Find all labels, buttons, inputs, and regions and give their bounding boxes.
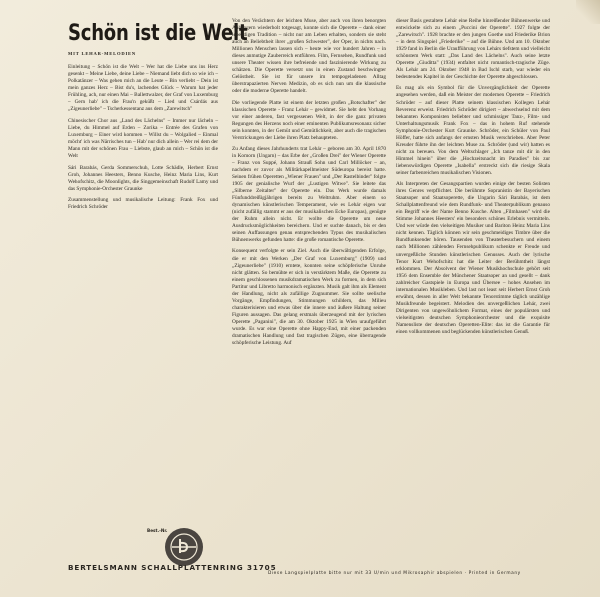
column-tracklist <box>68 21 248 542</box>
record-label-line: BERTELSMANN SCHALLPLATTENRING 31705 <box>68 563 277 572</box>
catalog-number-label: Best.-Nr. <box>147 528 168 533</box>
performers-credit: Sári Barabás, Gerda Sommerschuh, Lotte Schädle, Herbert Ernst Groh, Johannes Heesters, Benno Kusche, Heinz Maria Lins, Kurt Wehofschitz, die Moonlights, die Singgemeinschaft Rudolf Lamy und das Symphonie-Orchester Graunke <box>68 164 218 192</box>
liner-paragraph: Konsequent verfolgte er sein Ziel. Auch die überwältigenden Erfolge, die er mit den Werken „Der Graf von Luxemburg" (1909) und „Zigeunerliebe" (1910) erntete, konnten seine schöpferische Unruhe nicht glätten. So bemühte er sich in verstärktem Maße, die Operette zu einem geschlossenen musikdramatischen Werk zu formen, in dem sich Partitur und Libretto harmonisch ergänzten. Musik galt ihm als Element der Handlung, nicht als zufällige Zugnummer. Sie sollte seelische Vorgänge, Empfindungen, Stimmungen schildern, das Milieu charakterisieren und etwas über die innere und äußere Haltung seiner Figuren aussagen. Das gelang erstmals überzeugend mit der lyrischen Operette „Paganini", die am 30. Oktober 1925 in Wien uraufgeführt wurde. Es war eine Operette ohne Happy-End, mit einer packenden dramatischen Handlung und fast tragischen Zügen, eine überragende schöpferische Leistung. Auf <box>232 248 386 347</box>
liner-paragraph: Als Interpreten der Gesangspartien wurden einige der besten Solisten ihres Genres verpflichtet. Die berühmte Sopranistin der Bayerischen Staatsoper und Staatsoperette, die Ungarin Sári Barabás, ist dem Schallplattenfreund wie dem Rundfunk- und Theaterpublikum genauso ein Begriff wie der Name Benno Kusche. Alten „Filmhasen" wird die Stimme Johannes Heesters' ein besonders schönes Erlebnis vermitteln. Und wer würde den vielseitigen Musiker und Bariton Heinz Maria Lins nicht kennen. Täglich können wir sein geschmeidiges Timbre über die Rundfunksender hören. Tausenden von Theaterbesuchern und einem nach Millionen zählenden Fernsehpublikum schenkte er Freude und unvergeßliche Stunden künstlerischen Genusses. Auch der lyrische Tenor Kurt Wehofschitz hat die Leiter der Berühmtheit längst erklommen. Der Absolvent der Wiener Musikhochschule gehört seit 1956 dem Ensemble der Münchener Staatsoper an und gesellt – dank zahlreicher Gastspiele in Europa und Übersee – hohes Ansehen im internationalen Musikleben. Und last not least seit Herbert Ernst Groh erwähnt, dessen in aller Welt bekannte Tenorstimme täglich unzählige Musikfreunde begeistert. Melodien des unvergeßlichen Lehár, zwei Dirigenten von ungewöhnlichem Format, eines der populärsten und vielseitigsten deutschen Symphonieorchester und die exquisite Namensliste der deutschen Operetten-Elite: das ist die Garantie für einen vollkommenen und beglückenden künstlerischen Genuß. <box>396 181 550 336</box>
tracklist-side-a: Einleitung – Schön ist die Welt – Wer hat die Liebe uns ins Herz gesenkt – Meine Liebe, deine Liebe – Niemand liebt dich so wie ich – Polkatänzer – Was gehen mich an die Leute – Bin verliebt – Dein ist mein ganzes Herz – Bist du's, lachendes Glück – Warum hat jeder Frühling, ach, nur einen Mai – Ballettwalzer, der Graf von Luxemburg – Gern hab' ich die Frau'n geküßt – Lied und Csárdás aus „Zigeunerliebe" – Tscherkessentanz aus dem „Zarewitsch" <box>68 64 218 113</box>
liner-paragraph: Die vorliegende Platte ist einem der letzten großen „Botschafter" der klassischen Operette - Franz Lehár – gewidmet. Sie hebt den Vorhang vor einer anderen, fast vergessenen Welt, in der die ganz privaten Regungen des Herzens noch einer eminenten Publikumsresonanz sicher sein konnten, in der Gemüt und Gemütlichkeit, aber auch die tragischen Verstrickungen der Liebe ihren Platz behaupteten. <box>232 99 386 141</box>
tracklist-side-b: Chinesischer Chor aus „Land des Lächelns" – Immer nur lächeln – Liebe, du Himmel auf Erden – Zorika – Entrée des Grafen von Luxemburg – Einer wird kommen – Willst du – Wolgalied – Einmal möcht' ich was Närrisches tun – Hab' nur dich allein – Wer rei dem der Mann mit der schönen Frau – Liebste, glaub an mich – Schön ist die Welt <box>68 117 218 160</box>
sleeve-corner-wear <box>576 0 600 24</box>
liner-paragraph: Zu Anfang dieses Jahrhunderts trat Lehár – geboren am 30. April 1870 in Komorn (Ungarn) – das Erbe der „Großen Drei" der Wiener Operette – Franz von Suppé, Johann Strauß Sohn und Carl Millöcker – an, nachdem er zuvor als Militärkapellmeister Südeuropa bereist hatte. Seinen frühen Operetten „Wiener Frauen" und „Der Rastelbinder" folgte 1905 der genialische Wurf der „Lustigen Witwe". Sie leitete das „Silberne Zeitalter" der Operette ein. Das Werk wurde damals Fünfunddreißigjährigen bereits zu Weltruhm. Aber einem so dynamischen künstlerischen Temperament, wie es Lehár eigen war (nicht zufällig stammt er aus der musikalischen Ecke Europas), genügte der Ruhm allein nicht. Er wollte die Operette um neue Ausdrucksmöglichkeiten bereichern. Und er suchte danach, bis er den seinen Auffassungen genau entsprechenden Typus des musikalischen Bühnenwerks gefunden hatte: die große romantische Operette. <box>232 145 386 244</box>
arrangement-credit: Zusammenstellung und musikalische Leitung: Frank Fox und Friedrich Schröder <box>68 197 218 211</box>
liner-paragraph: Es mag als ein Symbol für die Unvergänglichkeit der Operette angesehen werden, daß ein Meister der modernen Operette – Friedrich Schröder – auf dieser Platte seinem klassischen Kollegen Lehár Reverenz erweist. Friedrich Schröder dirigiert – abwechselnd mit dem bekannten Komponisten beliebter und schmissiger Tanz-, Film- und Unterhaltungsmusik Frank Fox – das in hohem Ruf stehende Symphonie-Orchester Kurt Graunke. Schröder, ein Schüler von Paul Höffer, hatte sich anfangs der ernsten Musik verschrieben. Aber Peter Kreuder führte ihn der leichten Muse zu. Schröder (und wir) hatten es nicht zu bereuen. Von dem Weltschlager „Ich tanze mit dir in den Himmel hinein" über die „Hochzeitsnacht im Paradies" bis zur liebenswürdigen Operette „Isabella" erstreckt sich die riesige Skala seiner farbenreichen musikalischen Visionen. <box>396 85 550 176</box>
liner-paragraph: dieser Basis gestaltete Lehár eine Reihe hinreißender Bühnenwerke und entwickelte sich zu einem „Puccini der Operette". 1927 folgte der „Zarewitsch". 1928 brachte er den jungen Goethe und Friederike Brion – in dem Singspiel „Friederike" – auf die Bühne. Und am 10. Oktober 1929 fand in Berlin die Uraufführung von Lehárs tiefstem und vielleicht schönstem Werk statt: „Das Land des Lächelns". Auch seine letzte Operette „Giuditta" (1934) entfaltet nicht romantisch-tragische Züge. Als Lehár am 24. Oktober 1948 in Bad Ischl starb, war wieder ein bedeutendes Kapitel in der Geschichte der Operette abgeschlossen. <box>396 18 550 81</box>
album-title: Schön ist die Welt <box>68 21 248 46</box>
label-emblem-icon <box>169 532 199 562</box>
liner-paragraph: Von den Verächtern der leichten Muse, aber auch von ihren benorgten Anhängern wiederholt totgesagt, konnte sich die Operette – dank einer lebendigen Tradition – nicht nur am Leben erhalten, sondern sie steht auch an Beliebtheit ihrer „großen Schwester", der Oper, in nichts nach. Millionen Menschen lassen sich – heute wie vor hundert Jahren – in dieses anmutige Zauberreich entführen. Film, Fernsehen, Rundfunk und unsere Theater wissen ihre befreiende und faszinierende Wirkung zu schätzen. Die Operette versetzt uns in einen Zustand beschwingter Gelöstheit. Sie ist für unsere im tempogeladenen Alltag überstrapazierten Nerven Medizin, ob es sich nun um die klassische oder die moderne Operette handelt. <box>232 18 386 95</box>
playback-note: Diese Langspielplatte bitte nur mit 33 U/min und Mikrosaphir abspielen · Printed in Germany <box>267 571 521 576</box>
column-liner-notes-2 <box>396 18 550 548</box>
bertelsmann-logo-icon <box>165 528 203 566</box>
column-liner-notes-1 <box>232 18 386 548</box>
album-subtitle: MIT LEHAR-MELODIEN <box>68 51 137 56</box>
